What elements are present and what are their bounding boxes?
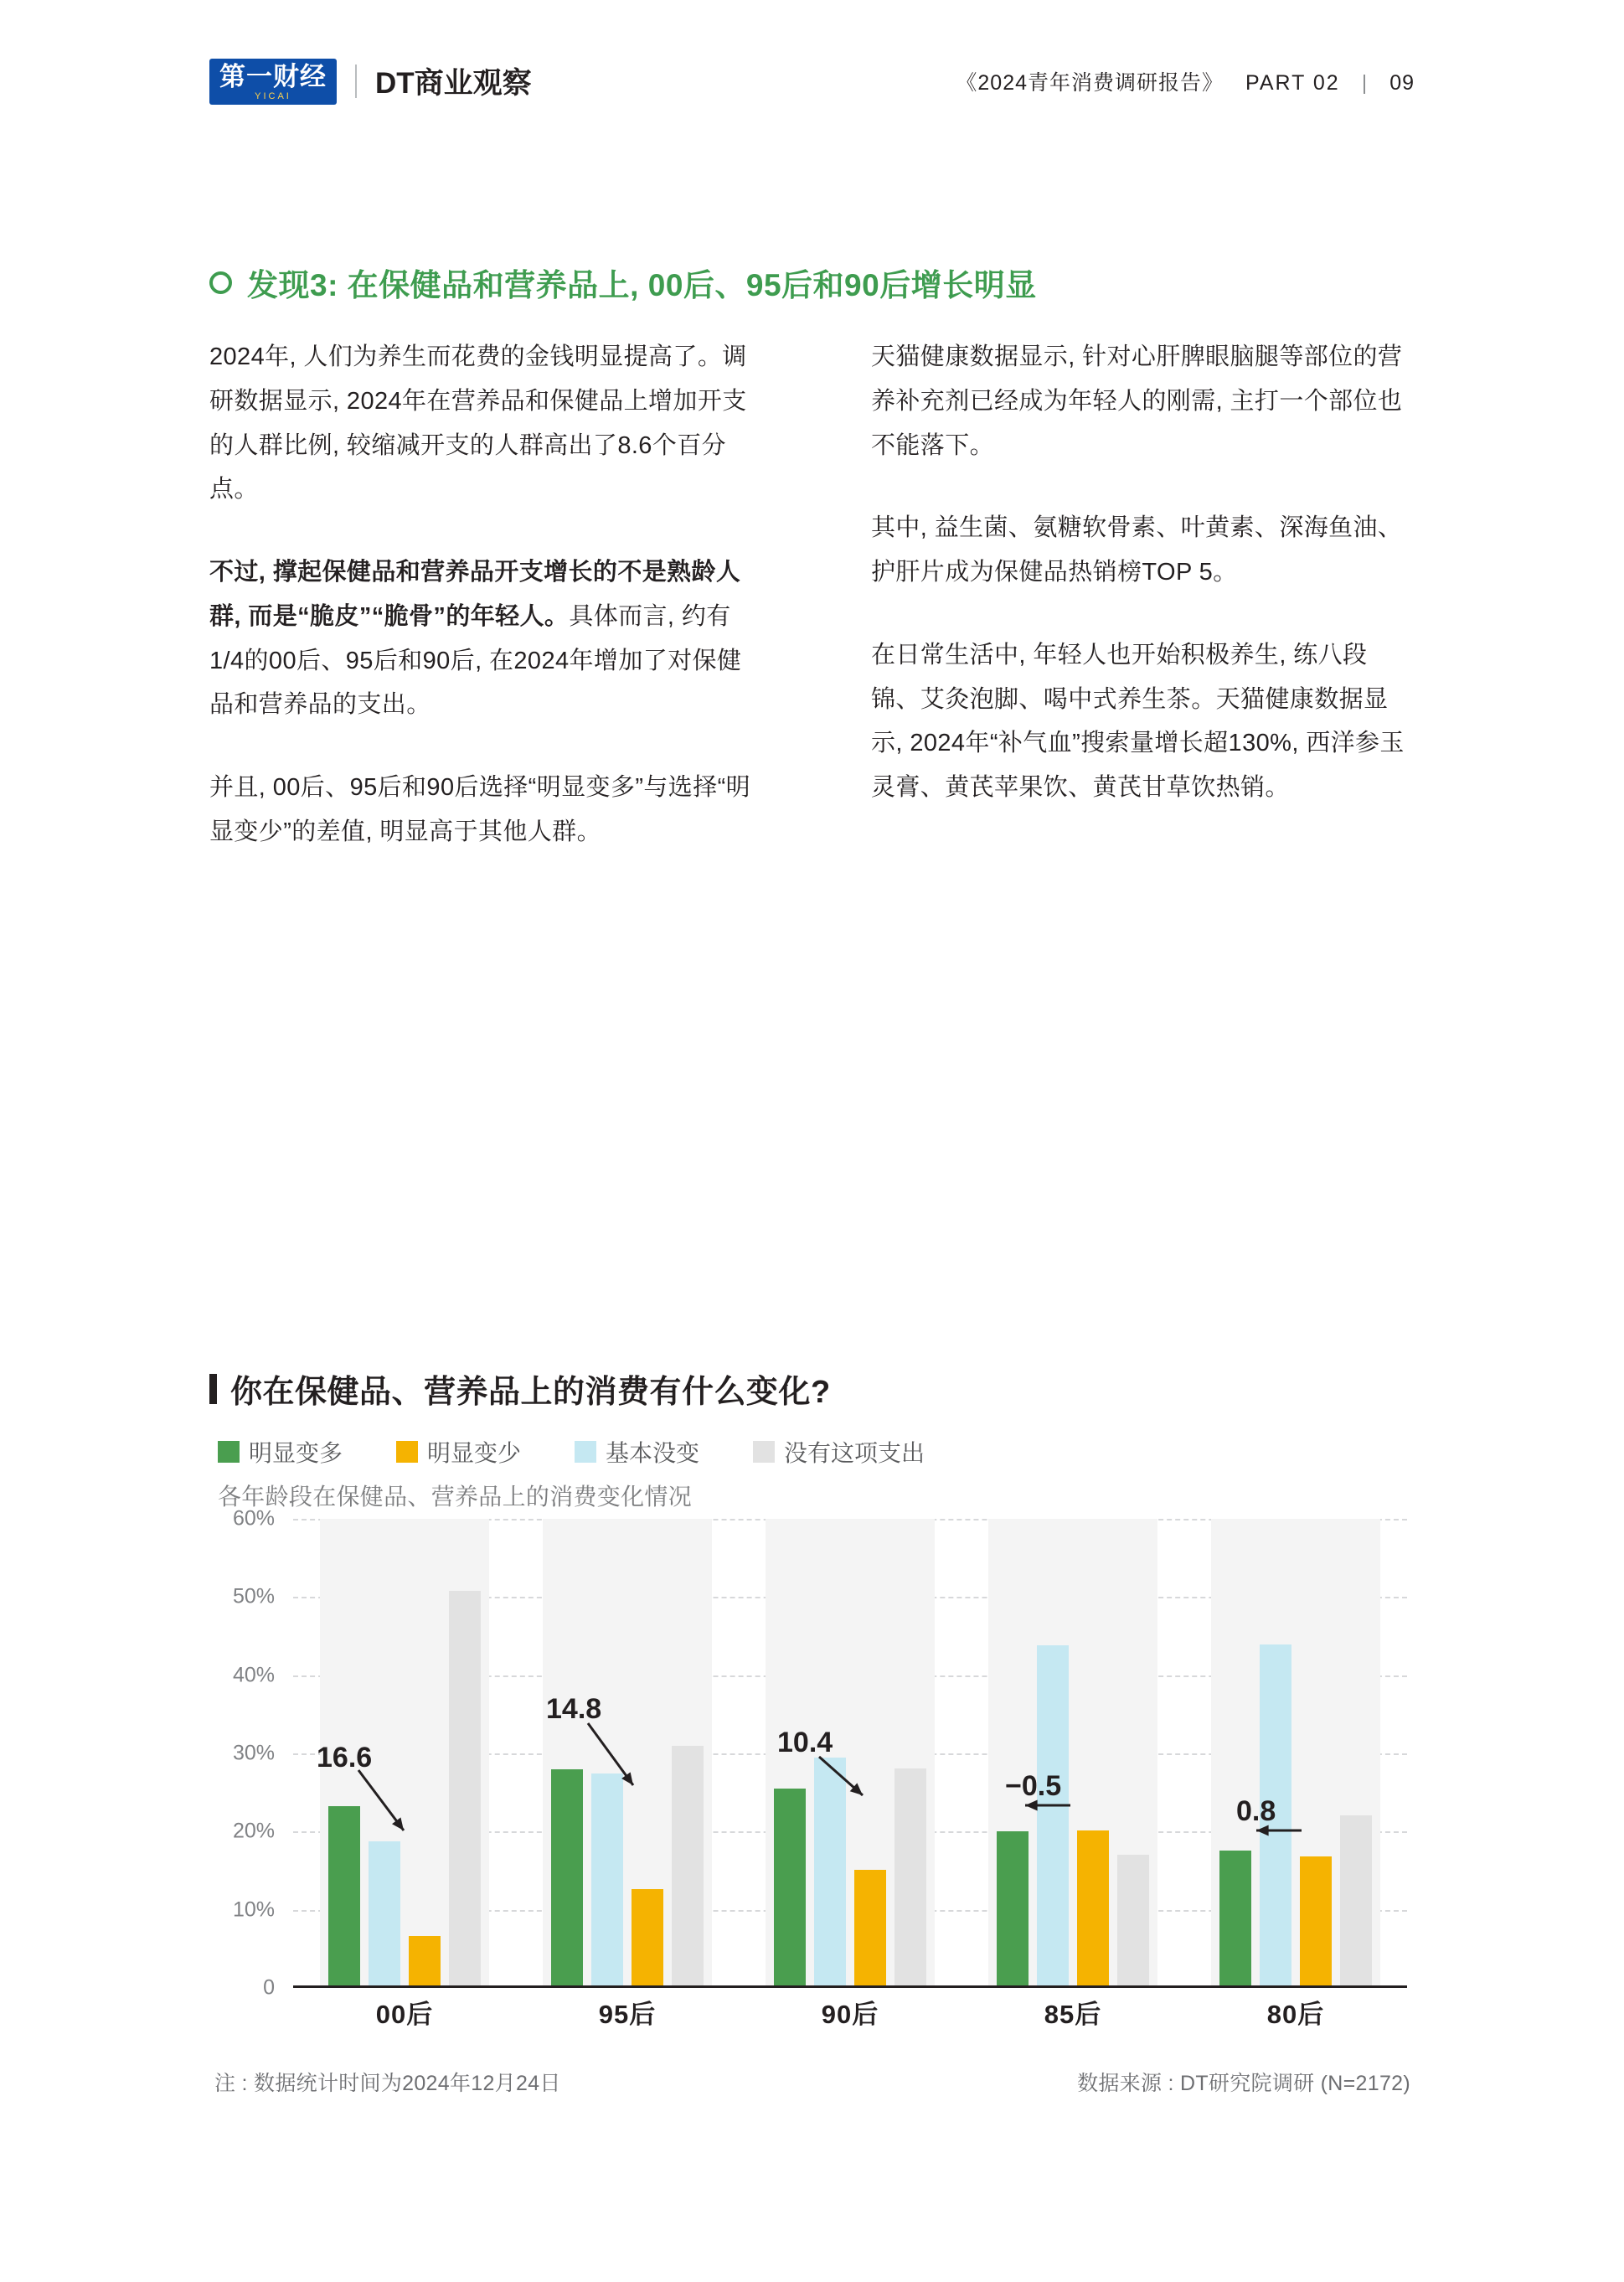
paragraph: 2024年, 人们为养生而花费的金钱明显提高了。调研数据显示, 2024年在营养品和保健品上增加开支的人群比例, 较缩减开支的人群高出了8.6个百分点。: [209, 343, 747, 503]
circle-icon: [209, 271, 232, 294]
legend-item: [575, 1435, 699, 1469]
title-marker-icon: [209, 1374, 217, 1404]
logo-group: [209, 59, 532, 105]
legend-label: 明显变少: [427, 1440, 522, 1466]
annotation-arrow-icon: [516, 1693, 734, 1861]
paragraph-rest: 具体而言, 约有1/4的00后、95后和90后, 在2024年增加了对保健品和营养品的支出。: [209, 602, 742, 719]
legend-swatch-icon: [396, 1441, 418, 1463]
y-axis-tick: 10%: [232, 1897, 275, 1922]
body-columns: [209, 335, 1415, 854]
bar-annotation: 14.8: [546, 1693, 602, 1725]
legend-swatch-icon: [575, 1441, 596, 1463]
paragraph-bold: 不过, 撑起保健品和营养品开支增长的不是熟龄人群, 而是“脆皮”“脆骨”的年轻人。: [209, 559, 741, 630]
header-meta: [956, 66, 1415, 96]
x-axis-label: 85后: [1044, 2000, 1102, 2029]
x-axis-label: 90后: [821, 2000, 879, 2029]
y-axis-tick: 0: [263, 1975, 275, 2000]
chart-footer: [209, 2067, 1415, 2097]
y-axis-tick: 20%: [232, 1819, 275, 1843]
y-axis: [209, 1506, 285, 2000]
y-axis-tick: 60%: [232, 1506, 275, 1531]
bar-annotation: 0.8: [1236, 1795, 1276, 1827]
x-axis-label: 95后: [598, 2000, 657, 2029]
chart-source: 数据来源 : DT研究院调研 (N=2172): [1077, 2072, 1410, 2095]
legend-label: 明显变多: [249, 1440, 343, 1466]
annotation-arrow-icon: [293, 1742, 511, 1909]
dt-logo: DT商业观察: [375, 67, 532, 100]
bar-fill: [409, 1936, 441, 1988]
chart-plot-area: [209, 1506, 1415, 2038]
yicai-logo: [209, 59, 337, 105]
bar-annotation: −0.5: [1005, 1770, 1062, 1802]
chart-note: 注 : 数据统计时间为2024年12月24日: [214, 2072, 561, 2095]
left-column: [209, 335, 754, 854]
chart-title-text: 你在保健品、营养品上的消费有什么变化?: [230, 1375, 831, 1410]
bar: [409, 1936, 441, 1988]
logo-divider: [355, 65, 357, 98]
page-header: [209, 52, 1415, 111]
chart-subtitle: 各年龄段在保健品、营养品上的消费变化情况: [218, 1484, 693, 1510]
y-axis-tick: 40%: [232, 1663, 275, 1687]
chart-title: [209, 1366, 1415, 1412]
paragraph: [209, 550, 754, 727]
bar-fill: [632, 1889, 663, 1988]
legend-item: [218, 1435, 343, 1469]
part-label: PART 02: [1245, 71, 1340, 95]
legend-swatch-icon: [753, 1441, 775, 1463]
legend-item: [753, 1435, 925, 1469]
paragraph: 其中, 益生菌、氨糖软骨素、叶黄素、深海鱼油、护肝片成为保健品热销榜TOP 5。: [871, 514, 1403, 586]
x-axis-labels: [293, 1993, 1407, 2031]
annotation-arrow-icon: [739, 1727, 956, 1894]
y-axis-tick: 30%: [232, 1741, 275, 1765]
right-column: [871, 335, 1415, 854]
bar-annotation: 16.6: [317, 1742, 373, 1773]
page-number: 09: [1389, 71, 1415, 95]
finding-heading-text: 发现3: 在保健品和营养品上, 00后、95后和90后增长明显: [247, 268, 1037, 302]
annotation-arrow-icon: [1184, 1795, 1402, 1963]
report-title: 《2024青年消费调研报告》: [956, 71, 1224, 95]
x-axis-line: [293, 1985, 1407, 1988]
legend-swatch-icon: [218, 1441, 240, 1463]
yicai-logo-en: YICAI: [255, 90, 291, 101]
header-separator: |: [1361, 71, 1369, 95]
paragraph: 在日常生活中, 年轻人也开始积极养生, 练八段锦、艾灸泡脚、喝中式养生茶。天猫健康数据显示, 2024年“补气血”搜索量增长超130%, 西洋参玉灵膏、黄芪苹果饮、黄芪甘草饮热销。: [871, 641, 1405, 802]
paragraph: 并且, 00后、95后和90后选择“明显变多”与选择“明显变少”的差值, 明显高于其他人群。: [209, 774, 751, 845]
chart-block: [209, 1366, 1415, 2097]
bar: [632, 1889, 663, 1988]
yicai-logo-cn: 第一财经: [219, 61, 327, 91]
x-axis-label: 00后: [375, 2000, 434, 2029]
y-axis-tick: 50%: [232, 1584, 275, 1608]
finding-heading: [209, 260, 1037, 305]
bar-annotation: 10.4: [777, 1727, 833, 1758]
chart-legend: [218, 1435, 1415, 1469]
paragraph: 天猫健康数据显示, 针对心肝脾眼脑腿等部位的营养补充剂已经成为年轻人的刚需, 主打一个部位也不能落下。: [871, 343, 1403, 459]
legend-item: [396, 1435, 521, 1469]
x-axis-label: 80后: [1266, 2000, 1325, 2029]
legend-label: 基本没变: [606, 1440, 700, 1466]
annotation-arrow-icon: [962, 1770, 1179, 1938]
legend-label: 没有这项支出: [784, 1440, 925, 1466]
